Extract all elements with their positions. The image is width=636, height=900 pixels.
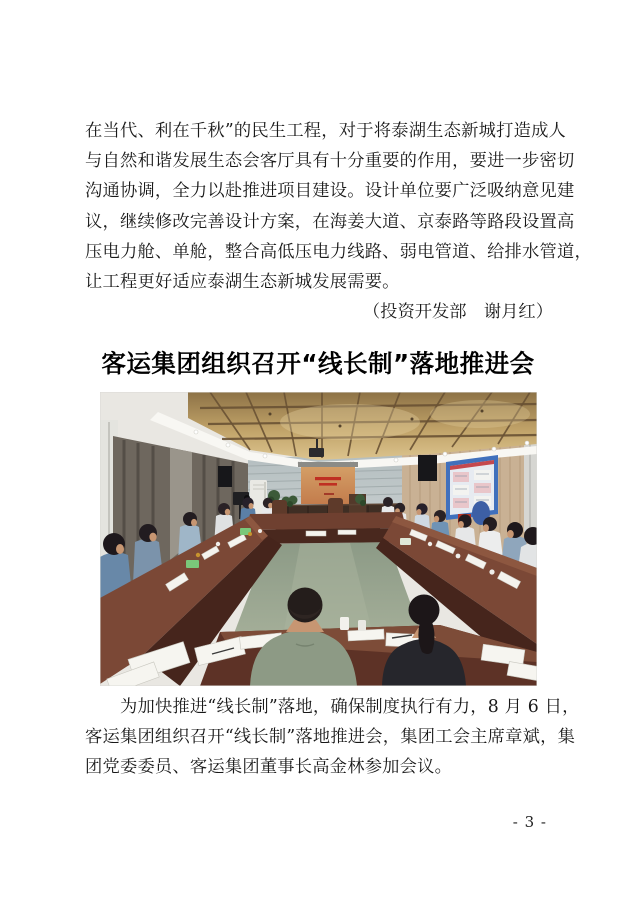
paragraph-line: 为加快推进“线长制”落地，确保制度执行有力，8 月 6 日， — [120, 697, 580, 717]
paragraph-line: 与自然和谐发展生态会客厅具有十分重要的作用，要进一步密切 — [85, 151, 575, 172]
meeting-photo — [100, 392, 537, 686]
paragraph-line: 客运集团组织召开“线长制”落地推进会，集团工会主席章斌，集 — [85, 727, 576, 748]
page-number: - 3 - — [512, 813, 547, 831]
paragraph-line: 让工程更好适应泰湖生态新城发展需要。 — [85, 271, 400, 292]
meeting-photo-svg — [100, 392, 537, 686]
paragraph-line: 压电力舱、单舱，整合高低压电力线路、弱电管道、给排水管道， — [85, 241, 592, 262]
article-body — [85, 692, 580, 783]
paragraph-line: 沟通协调，全力以赴推进项目建设。设计单位要广泛吸纳意见建 — [85, 181, 575, 202]
byline: （投资开发部 谢月红） — [362, 302, 553, 323]
article-headline: 客运集团组织召开“线长制”落地推进会 — [101, 349, 535, 378]
paragraph-line: 议，继续修改完善设计方案，在海姜大道、京泰路等路段设置高 — [85, 211, 575, 232]
paragraph-line: 团党委委员、客运集团董事长高金林参加会议。 — [85, 757, 453, 778]
paragraph-line: 在当代、利在千秋”的民生工程，对于将泰湖生态新城打造成人 — [85, 121, 567, 141]
article-top — [85, 116, 592, 327]
